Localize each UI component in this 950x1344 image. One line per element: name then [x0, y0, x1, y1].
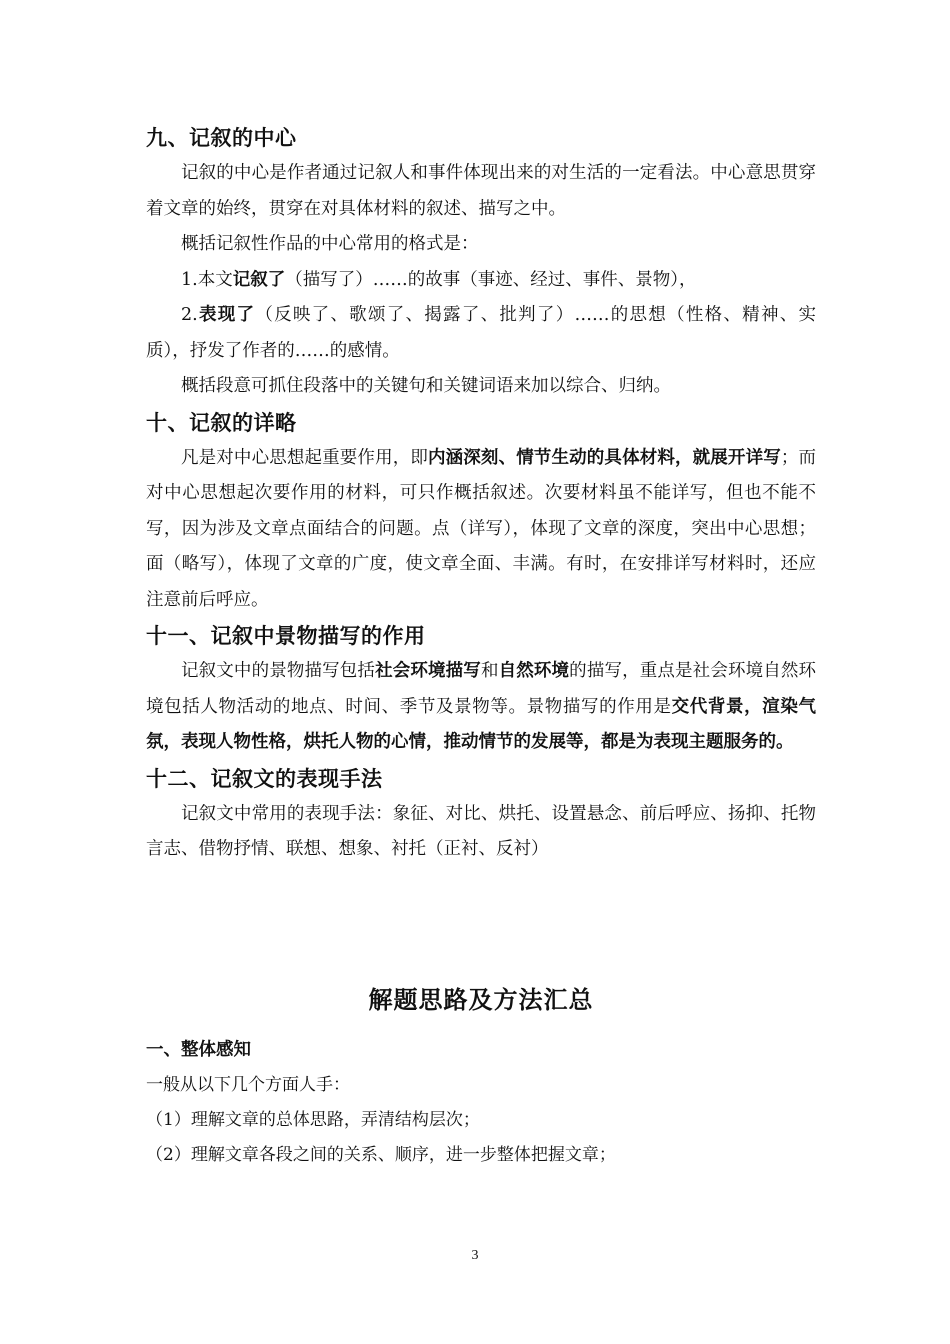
body-paragraph: [146, 263, 816, 299]
text-run: 凡是对中心思想起重要作用，即: [181, 447, 428, 468]
body-paragraph: [146, 369, 816, 405]
text-run: 记叙文中的景物描写包括: [181, 661, 376, 681]
text-run: 和: [480, 661, 499, 681]
body-paragraph: [146, 227, 816, 263]
part-subheading: 一、整体感知: [146, 1039, 251, 1060]
emphasis-text: 社会环境描写: [375, 661, 481, 681]
section-gap: [146, 868, 816, 980]
sections-container: [146, 120, 816, 868]
part-title: 解题思路及方法汇总: [368, 985, 594, 1014]
text-run: ；而对中心思想起次要作用的材料，可只作概括叙述。次要材料虽不能详写，但也不能不写，因为涉及文章点面结合的问题。点（详写），体现了文章的深度，突出中心思想；面（略写），体现了文章的广度，使文章全面、丰满。有时，在安排详写材料时，还应注意前后呼应。: [146, 447, 817, 610]
body-paragraph: [146, 441, 816, 619]
section-heading: 十二、记叙文的表现手法: [146, 766, 383, 791]
body-paragraph: [146, 797, 816, 868]
text-run: 概括记叙性作品的中心常用的格式是：: [181, 234, 479, 254]
page-number: 3: [471, 1248, 479, 1263]
body-paragraph: [146, 156, 816, 227]
emphasis-text: 内涵深刻、情节生动的具体材料，就展开详写: [428, 447, 781, 468]
emphasis-text: 记叙了: [232, 269, 286, 290]
text-run: （描写了）……的故事（事迹、经过、事件、景物），: [285, 269, 697, 290]
text-run: 概括段意可抓住段落中的关键句和关键词语来加以综合、归纳。: [181, 376, 671, 396]
body-paragraph: [146, 298, 816, 369]
section-heading: 九、记叙的中心: [146, 126, 297, 150]
section-heading: 十、记叙的详略: [146, 410, 297, 435]
text-run: （反映了、歌颂了、揭露了、批判了）……的思想（性格、精神、实质），抒发了作者的……的感情。: [146, 305, 817, 361]
page-content: [146, 120, 816, 1173]
method-line: （1）理解文章的总体思路，弄清结构层次；: [146, 1109, 480, 1130]
emphasis-text: 自然环境: [498, 661, 570, 681]
emphasis-text: 表现了: [197, 305, 256, 325]
method-line: 一般从以下几个方面人手：: [146, 1074, 350, 1095]
emphasis-text: 交代背景，渲染气氛，表现人物性格，烘托人物的心情，推动情节的发展等，都是为表现主题服务的。: [146, 696, 816, 752]
body-paragraph: [146, 654, 816, 761]
text-run: 2.: [181, 305, 198, 325]
section-heading: 十一、记叙中景物描写的作用: [146, 624, 426, 648]
text-run: 记叙的中心是作者通过记叙人和事件体现出来的对生活的一定看法。中心意思贯穿着文章的始终，贯穿在对具体材料的叙述、描写之中。: [146, 163, 816, 219]
method-line: （2）理解文章各段之间的关系、顺序，进一步整体把握文章；: [146, 1144, 616, 1165]
text-run: 1.本文: [181, 269, 233, 290]
text-run: 的描写，重点是社会环境自然环境包括人物活动的地点、时间、季节及景物等。景物描写的作用是: [146, 661, 817, 717]
text-run: 记叙文中常用的表现手法：象征、对比、烘托、设置悬念、前后呼应、扬抑、托物言志、借物抒情、联想、想象、衬托（正衬、反衬）: [146, 803, 816, 859]
